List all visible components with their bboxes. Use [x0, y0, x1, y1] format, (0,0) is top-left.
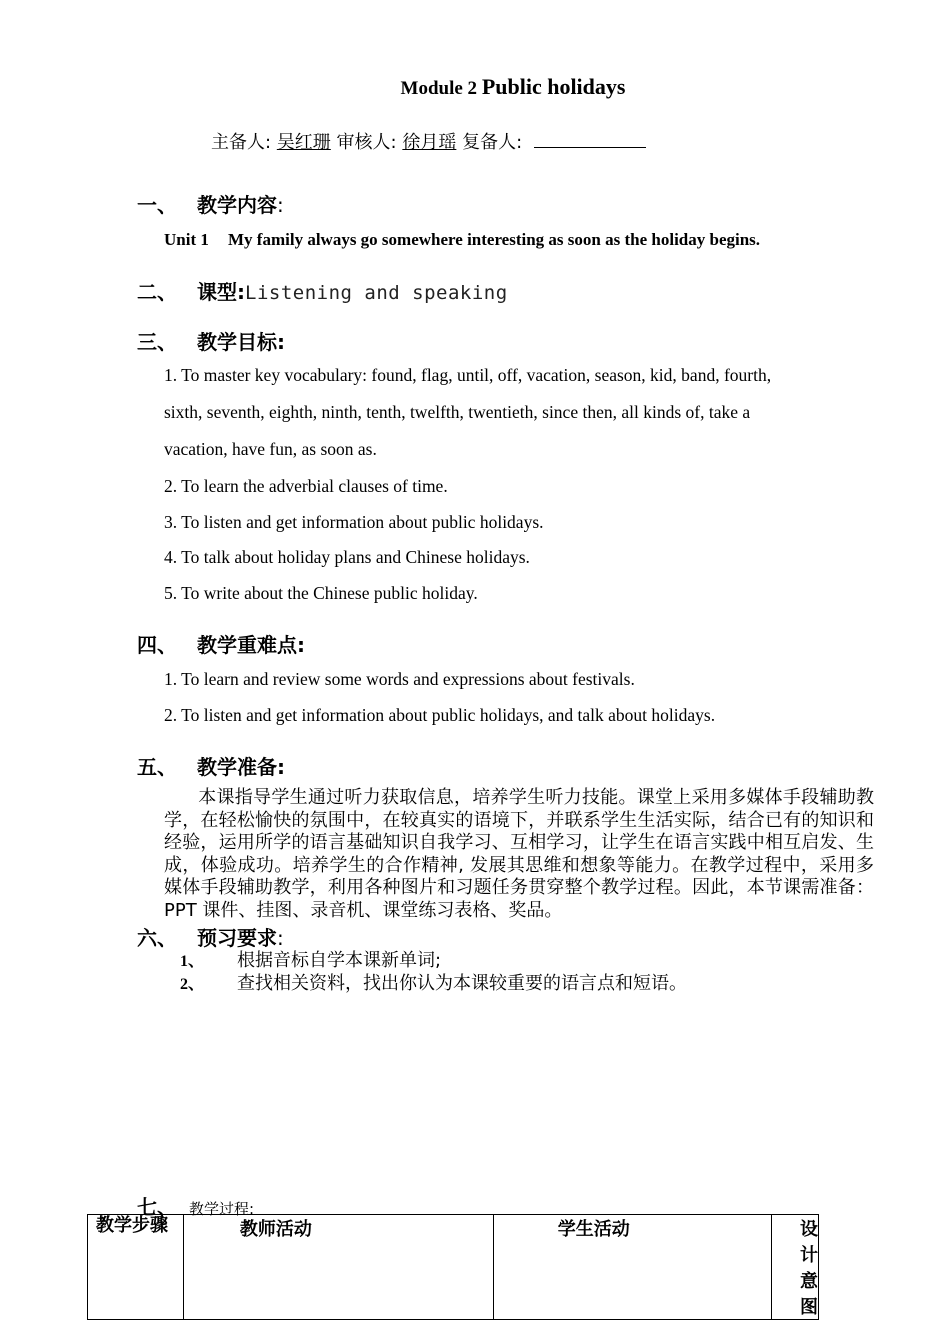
co-preparer-blank [534, 132, 646, 148]
section-title: 预习要求 [197, 926, 277, 950]
reviewer-name: 徐月瑶 [402, 132, 457, 153]
preview-text: 根据音标自学本课新单词; [237, 950, 442, 971]
table-header-row [88, 1215, 819, 1320]
section-number: 六、 [137, 926, 177, 950]
section-title: 课型: [197, 280, 245, 304]
section-1-heading [137, 189, 284, 218]
preparation-text: 本课指导学生通过听力获取信息，培养学生听力技能。课堂上采用多媒体手段辅助教学，在轻松愉快的氛围中，在较真实的语境下，并联系学生生活实际，结合已有的知识和经验，运用所学的语言基础知识自我学习、互相学习，让学生在语言实践中相互启发、生成，体验成功。培养学生的合作精神, 发展其思维和想象等能力。在教学过程中，采用多媒体手段辅助教学，利用各种图片和习题任务贯穿整个教学过程。因此，本节课需准备：PPT 课件、挂图、录音机、课堂练习表格、奖品。 [164, 787, 874, 921]
preparer-name: 吴红珊 [276, 132, 331, 153]
objective-line: sixth, seventh, eighth, ninth, tenth, twelfth, twentieth, since then, all kinds of, take a [164, 402, 751, 422]
section-number: 二、 [137, 280, 177, 304]
teaching-process-table [87, 1214, 819, 1320]
section-number: 五、 [137, 755, 177, 779]
lesson-type-value: Listening and speaking [245, 282, 508, 304]
objective-line: 3. To listen and get information about public holidays. [164, 512, 544, 532]
section-2-heading [137, 276, 508, 305]
section-title: 教学重难点: [197, 633, 305, 657]
preparer-label: 主备人: [211, 132, 272, 153]
module-name: Public holidays [481, 74, 626, 99]
preview-number: 1、 [180, 953, 205, 970]
key-point-line: 1. To learn and review some words and expressions about festivals. [164, 669, 635, 689]
section-3-heading [137, 326, 285, 355]
header-design-intent: 设计意图 [772, 1215, 819, 1320]
header-teacher-activity: 教师活动 [183, 1215, 493, 1320]
unit-label: Unit 1 [164, 230, 209, 249]
module-label: Module 2 [400, 78, 478, 99]
section-number: 四、 [137, 633, 177, 657]
unit-title [164, 230, 760, 250]
co-preparer-label: 复备人: [462, 132, 523, 153]
section-title: 教学准备: [197, 755, 285, 779]
section-title: 教学过程: [189, 1200, 255, 1218]
section-number: 三、 [137, 330, 177, 354]
section-5-heading [137, 751, 285, 780]
key-point-line: 2. To listen and get information about public holidays, and talk about holidays. [164, 705, 716, 725]
section-number: 七、 [137, 1195, 177, 1219]
header-step: 教学步骤 [88, 1215, 184, 1320]
document-title [0, 74, 950, 100]
preview-number: 2、 [180, 976, 205, 993]
reviewer-label: 审核人: [336, 132, 397, 153]
section-number: 一、 [137, 193, 177, 217]
section-colon: : [277, 193, 284, 217]
preparer-line [211, 128, 646, 154]
header-student-activity: 学生活动 [493, 1215, 771, 1320]
objective-line: 2. To learn the adverbial clauses of time. [164, 476, 448, 496]
section-title: 教学内容 [197, 193, 277, 217]
section-title: 教学目标: [197, 330, 285, 354]
preparation-paragraph [164, 787, 874, 923]
objective-line: 1. To master key vocabulary: found, flag, until, off, vacation, season, kid, band, fourth, [164, 365, 772, 385]
preview-item [180, 969, 687, 995]
section-4-heading [137, 629, 305, 658]
section-colon: : [277, 926, 284, 950]
objective-line: vacation, have fun, as soon as. [164, 439, 377, 459]
preview-text: 查找相关资料，找出你认为本课较重要的语言点和短语。 [237, 973, 687, 994]
objective-line: 4. To talk about holiday plans and Chinese holidays. [164, 547, 530, 567]
objective-line: 5. To write about the Chinese public holiday. [164, 583, 478, 603]
unit-text: My family always go somewhere interesting as soon as the holiday begins. [228, 230, 761, 249]
